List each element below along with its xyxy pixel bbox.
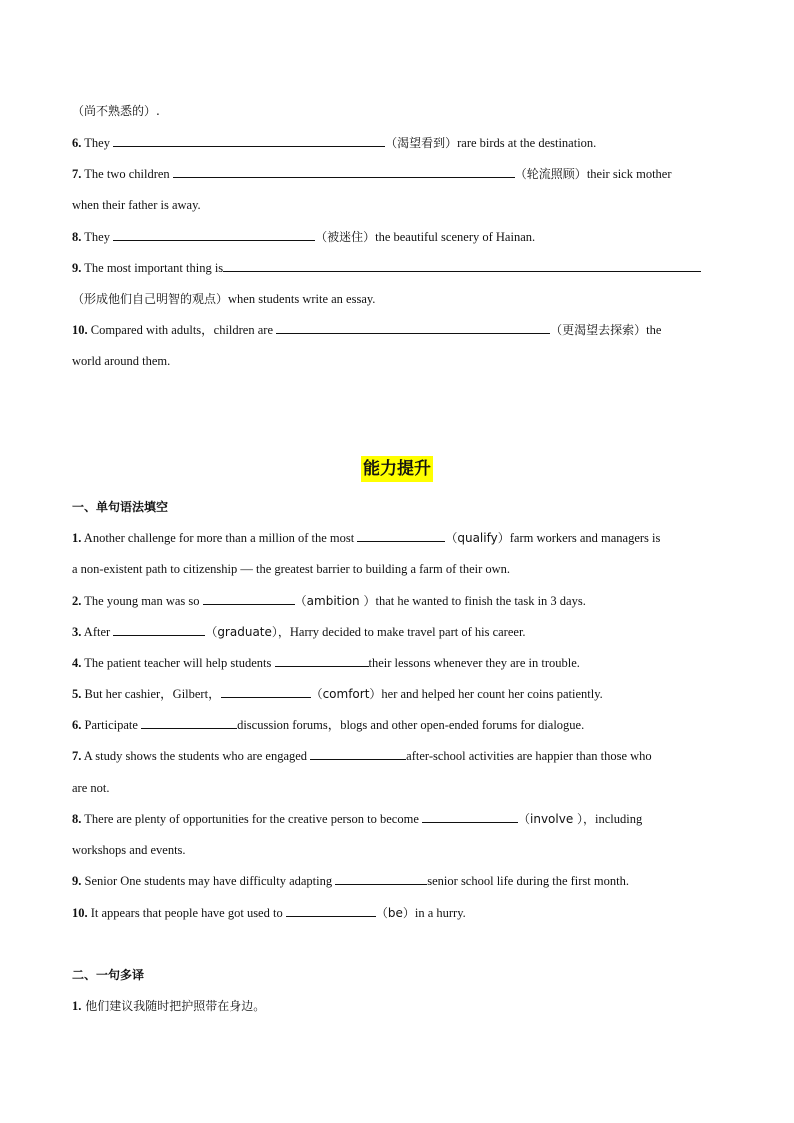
answer-blank[interactable] xyxy=(113,133,385,147)
answer-blank[interactable] xyxy=(422,809,518,823)
grammar-question-7 xyxy=(72,746,722,766)
question-number: 8. xyxy=(72,230,82,244)
question-text: Participate xyxy=(81,718,142,732)
question-text: the beautiful scenery of Hainan. xyxy=(375,230,536,244)
line-text: workshops and events. xyxy=(72,843,186,857)
question-number: 10. xyxy=(72,906,88,920)
question-text: Senior One students may have difficulty adapting xyxy=(81,874,336,888)
hint: （形成他们自己明智的观点） xyxy=(72,292,229,306)
hint: （更渴望去探索） xyxy=(550,323,647,337)
question-text: They xyxy=(81,230,114,244)
question-text: The young man was so xyxy=(81,594,203,608)
question-text: her and helped her count her coins patiently. xyxy=(381,687,603,701)
continuation-line xyxy=(72,101,722,121)
answer-blank[interactable] xyxy=(223,258,701,272)
question-number: 9. xyxy=(72,261,82,275)
answer-blank[interactable] xyxy=(203,591,295,605)
answer-blank[interactable] xyxy=(335,871,427,885)
question-number: 4. xyxy=(72,656,82,670)
question-text: their sick mother xyxy=(586,167,672,181)
answer-blank[interactable] xyxy=(276,320,550,334)
question-text: the xyxy=(646,323,662,337)
answer-blank[interactable] xyxy=(221,684,311,698)
hint: （渴望看到） xyxy=(385,136,458,150)
question-text: The most important thing is xyxy=(81,261,224,275)
question-text: including xyxy=(595,812,643,826)
line-text: when their father is away. xyxy=(72,198,201,212)
question-text: that he wanted to finish the task in 3 days. xyxy=(375,594,586,608)
grammar-question-5 xyxy=(72,684,722,704)
question-text: The two children xyxy=(81,167,173,181)
line-text: （尚不熟悉的）. xyxy=(72,104,160,118)
answer-blank[interactable] xyxy=(173,164,515,178)
question-number: 1. xyxy=(72,531,82,545)
answer-blank[interactable] xyxy=(357,528,445,542)
question-text: farm workers and managers is xyxy=(509,531,661,545)
question-text: They xyxy=(81,136,114,150)
hint: （ambition ） xyxy=(294,594,376,608)
answer-blank[interactable] xyxy=(141,715,237,729)
question-text: senior school life during the first month. xyxy=(427,874,629,888)
question-number: 2. xyxy=(72,594,82,608)
grammar-question-8 xyxy=(72,809,722,829)
question-text: There are plenty of opportunities for the creative person to become xyxy=(81,812,422,826)
question-number: 9. xyxy=(72,874,82,888)
question-6 xyxy=(72,133,722,153)
grammar-question-4 xyxy=(72,653,722,673)
question-number: 7. xyxy=(72,749,82,763)
hint: （被迷住） xyxy=(315,230,376,244)
question-text: It appears that people have got used to xyxy=(87,906,286,920)
section-heading: 一、单句语法填空 xyxy=(72,500,169,514)
grammar-question-3 xyxy=(72,622,722,642)
grammar-question-10 xyxy=(72,903,722,923)
grammar-question-9 xyxy=(72,871,722,891)
grammar-question-6 xyxy=(72,715,722,735)
question-number: 7. xyxy=(72,167,82,181)
hint: （be） xyxy=(375,906,415,920)
answer-blank[interactable] xyxy=(113,622,205,636)
question-text: rare birds at the destination. xyxy=(457,136,597,150)
continuation-line xyxy=(72,559,722,579)
section-title-wrap xyxy=(72,456,722,482)
section-title: 能力提升 xyxy=(361,456,433,482)
hint: （qualify） xyxy=(445,531,510,545)
question-text: in a hurry. xyxy=(414,906,466,920)
question-number: 10. xyxy=(72,323,88,337)
hint: （graduate）， xyxy=(205,625,290,639)
translation-question-1 xyxy=(72,996,722,1016)
question-text: 他们建议我随时把护照带在身边。 xyxy=(81,999,266,1013)
question-number: 5. xyxy=(72,687,82,701)
question-text: The patient teacher will help students xyxy=(81,656,275,670)
question-number: 3. xyxy=(72,625,82,639)
question-text: discussion forums，blogs and other open-ended forums for dialogue. xyxy=(237,718,585,732)
hint: （involve ）， xyxy=(518,812,596,826)
answer-blank[interactable] xyxy=(286,903,376,917)
document-page xyxy=(72,0,722,1123)
line-text: are not. xyxy=(72,781,110,795)
grammar-question-2 xyxy=(72,591,722,611)
question-number: 6. xyxy=(72,136,82,150)
question-number: 1. xyxy=(72,999,82,1013)
question-text: Another challenge for more than a million of the most xyxy=(81,531,358,545)
hint: （comfort） xyxy=(310,687,382,701)
question-number: 6. xyxy=(72,718,82,732)
line-text: when students write an essay. xyxy=(228,292,376,306)
question-8 xyxy=(72,227,722,247)
grammar-question-1 xyxy=(72,528,722,548)
question-text: But her cashier，Gilbert， xyxy=(81,687,221,701)
section-heading: 二、一句多译 xyxy=(72,968,145,982)
continuation-line xyxy=(72,351,722,371)
question-text: After xyxy=(81,625,114,639)
question-text: Harry decided to make travel part of his career. xyxy=(289,625,526,639)
continuation-line xyxy=(72,195,722,215)
continuation-line xyxy=(72,289,722,309)
answer-blank[interactable] xyxy=(113,227,315,241)
question-7 xyxy=(72,164,722,184)
answer-blank[interactable] xyxy=(275,653,369,667)
question-9 xyxy=(72,258,722,278)
question-text: Compared with adults，children are xyxy=(87,323,277,337)
answer-blank[interactable] xyxy=(310,746,406,760)
continuation-line xyxy=(72,840,722,860)
question-text: after-school activities are happier than those who xyxy=(406,749,652,763)
question-number: 8. xyxy=(72,812,82,826)
question-text: A study shows the students who are engaged xyxy=(81,749,311,763)
question-text: their lessons whenever they are in trouble. xyxy=(368,656,580,670)
line-text: a non-existent path to citizenship — the greatest barrier to building a farm of their own. xyxy=(72,562,511,576)
hint: （轮流照顾） xyxy=(514,167,587,181)
continuation-line xyxy=(72,778,722,798)
line-text: world around them. xyxy=(72,354,171,368)
question-10 xyxy=(72,320,722,340)
